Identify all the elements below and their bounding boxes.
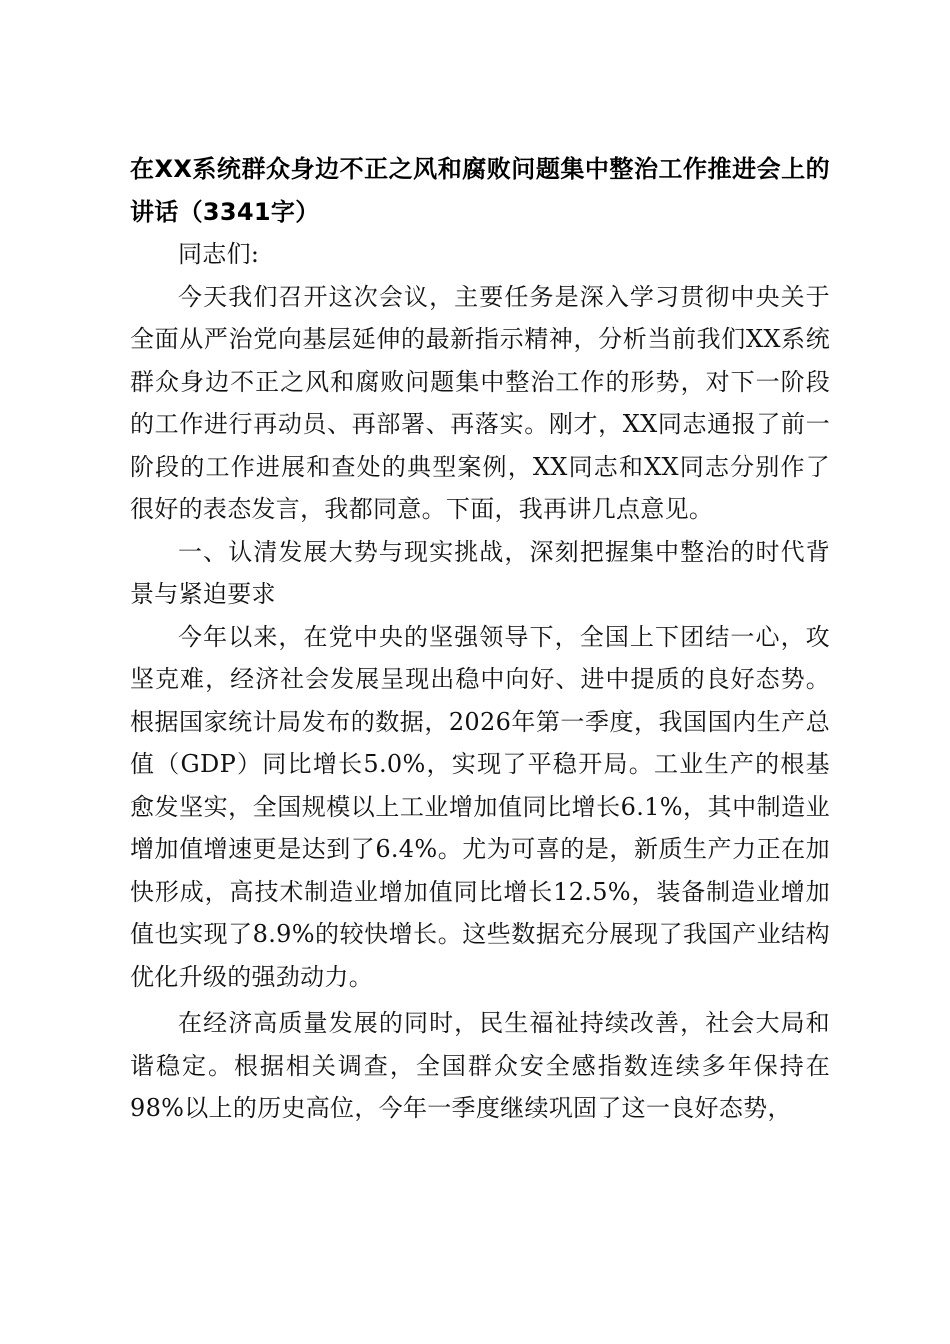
document-body	[130, 148, 830, 1130]
paragraph-opening: 今天我们召开这次会议，主要任务是深入学习贯彻中央关于全面从严治党向基层延伸的最新指示精神，分析当前我们XX系统群众身边不正之风和腐败问题集中整治工作的形势，对下一阶段的工作进行再动员、再部署、再落实。刚才，XX同志通报了前一阶段的工作进展和查处的典型案例，XX同志和XX同志分别作了很好的表态发言，我都同意。下面，我再讲几点意见。	[130, 282, 830, 523]
salutation: 同志们:	[178, 240, 260, 268]
paragraph-economy: 今年以来，在党中央的坚强领导下，全国上下团结一心，攻坚克难，经济社会发展呈现出稳中向好、进中提质的良好态势。根据国家统计局发布的数据，2026年第一季度，我国国内生产总值（GDP）同比增长5.0%，实现了平稳开局。工业生产的根基愈发坚实，全国规模以上工业增加值同比增长6.1%，其中制造业增加值增速更是达到了6.4%。尤为可喜的是，新质生产力正在加快形成，高技术制造业增加值同比增长12.5%，装备制造业增加值也实现了8.9%的较快增长。这些数据充分展现了我国产业结构优化升级的强劲动力。	[130, 622, 830, 991]
document-title: 在XX系统群众身边不正之风和腐败问题集中整治工作推进会上的讲话（3341字）	[130, 155, 830, 226]
paragraph-livelihood: 在经济高质量发展的同时，民生福祉持续改善，社会大局和谐稳定。根据相关调查，全国群众安全感指数连续多年保持在98%以上的历史高位，今年一季度继续巩固了这一良好态势，	[130, 1009, 830, 1122]
section-heading-1: 一、认清发展大势与现实挑战，深刻把握集中整治的时代背景与紧迫要求	[130, 537, 830, 608]
